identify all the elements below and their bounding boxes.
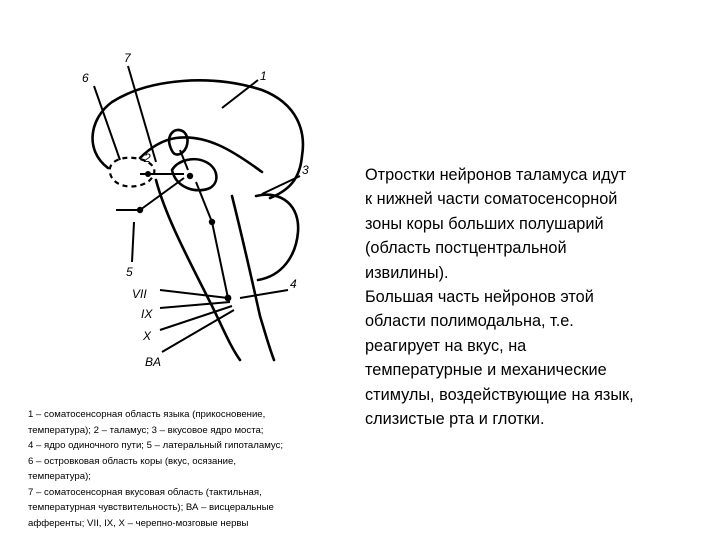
path-thalamus-hypothalamus bbox=[140, 178, 184, 210]
figure-caption bbox=[28, 407, 350, 531]
body-line: стимулы, воздействующие на язык, bbox=[365, 385, 634, 404]
body-line: реагирует на вкус, на bbox=[365, 336, 527, 355]
synapse-hypothalamus bbox=[137, 207, 143, 213]
label-5: 5 bbox=[126, 265, 133, 279]
body-line: области полимодальна, т.е. bbox=[365, 312, 574, 331]
area-7-ellipse bbox=[169, 130, 187, 155]
body-line: зоны коры больших полушарий bbox=[365, 214, 604, 233]
slide-body-text bbox=[365, 163, 710, 431]
label-7: 7 bbox=[124, 51, 131, 65]
path-ix bbox=[160, 302, 230, 308]
body-line: температурные и механические bbox=[365, 361, 607, 380]
synapse-solitary bbox=[225, 295, 232, 302]
label-6: 6 bbox=[82, 71, 89, 85]
taste-pathway-diagram bbox=[0, 0, 360, 400]
cerebellum-outline bbox=[256, 195, 298, 280]
caption-line: температурная чувствительность); ВА – висцеральные bbox=[28, 502, 274, 513]
label-x: X bbox=[143, 329, 152, 343]
body-line: извилины). bbox=[365, 263, 449, 282]
synapse-insula bbox=[145, 171, 151, 177]
caption-line: 6 – островковая область коры (вкус, осязание, bbox=[28, 455, 236, 467]
label-ix: IX bbox=[141, 307, 153, 321]
body-line: (область постцентральной bbox=[365, 239, 567, 258]
synapse-thalamus bbox=[187, 173, 193, 179]
body-line: к нижней части соматосенсорной bbox=[365, 190, 618, 209]
brainstem-left bbox=[156, 180, 240, 360]
leader-4 bbox=[240, 290, 288, 298]
leader-7 bbox=[128, 66, 156, 162]
caption-line: температура); 2 – таламус; 3 – вкусовое ядро моста; bbox=[28, 424, 264, 436]
caption-line: 4 – ядро одиночного пути; 5 – латеральный гипоталамус; bbox=[28, 440, 284, 451]
synapse-pons bbox=[209, 219, 215, 225]
label-1: 1 bbox=[260, 69, 267, 83]
caption-line: 1 – соматосенсорная область языка (прикосновение, bbox=[28, 409, 266, 420]
caption-line: 7 – соматосенсорная вкусовая область (тактильная, bbox=[28, 486, 262, 498]
path-vii bbox=[160, 290, 228, 298]
caption-line: афференты; VII, IX, X – черепно-мозговые нервы bbox=[28, 517, 249, 529]
caption-line: температура); bbox=[28, 471, 91, 482]
path-pons-solitary bbox=[212, 222, 228, 298]
label-vii: VII bbox=[132, 287, 147, 301]
body-line: Отростки нейронов таламуса идут bbox=[365, 166, 627, 184]
leader-6 bbox=[94, 86, 120, 160]
hemisphere-inner-line bbox=[140, 137, 262, 172]
body-line: слизистые рта и глотки. bbox=[365, 410, 545, 429]
label-3: 3 bbox=[302, 163, 309, 177]
label-va: BA bbox=[145, 355, 162, 369]
label-4: 4 bbox=[290, 277, 297, 291]
body-line: Большая часть нейронов этой bbox=[365, 288, 594, 307]
leader-5 bbox=[132, 222, 134, 262]
label-2: 2 bbox=[144, 151, 151, 165]
